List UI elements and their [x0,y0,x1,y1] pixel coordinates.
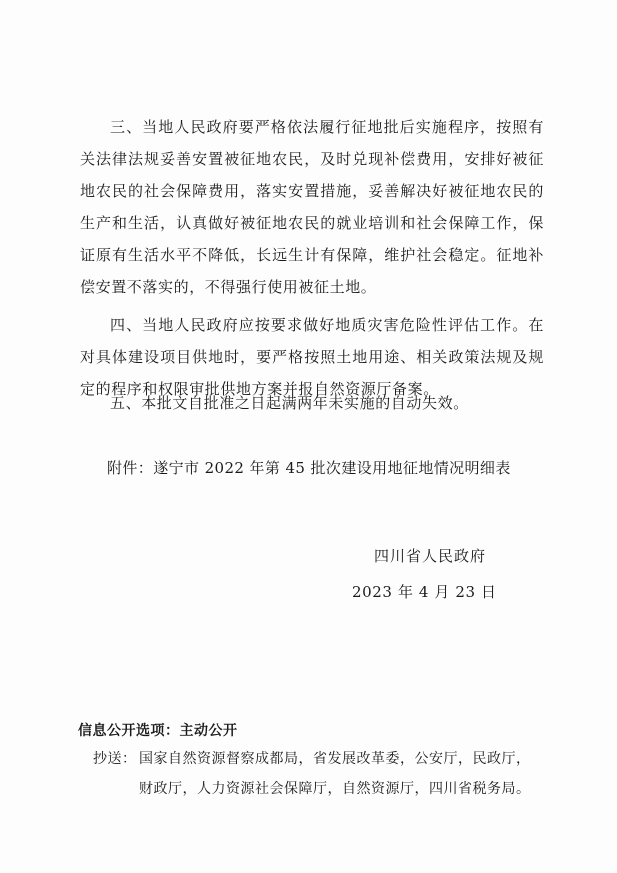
cc-recipients-line-2: 财政厅，人力资源社会保障厅，自然资源厅，四川省税务局。 [139,781,531,797]
signature-organization: 四川省人民政府 [374,547,487,565]
cc-block [93,744,553,804]
disclosure-option: 信息公开选项：主动公开 [78,723,238,739]
attachment-line: 附件：遂宁市 2022 年第 45 批次建设用地征地情况明细表 [107,459,511,477]
cc-row-1 [93,744,553,774]
body-paragraph-5: 五、本批文自批准之日起满两年未实施的自动失效。 [110,394,469,412]
cc-label: 抄送： [93,751,137,767]
cc-recipients-line-1: 国家自然资源督察成都局，省发展改革委，公安厅，民政厅， [139,751,531,767]
body-paragraph-4: 四、当地人民政府应按要求做好地质灾害危险性评估工作。在对具体建设项目供地时，要严格按照土地用途、相关政策法规及规定的程序和权限审批供地方案并报自然资源厅备案。 [80,316,544,398]
signature-date: 2023 年 4 月 23 日 [352,583,497,601]
body-paragraph-3: 三、当地人民政府要严格依法履行征地批后实施程序，按照有关法律法规妥善安置被征地农民，及时兑现补偿费用，安排好被征地农民的社会保障费用，落实安置措施，妥善解决好被征地农民的生产和生活，认真做好被征地农民的就业培训和社会保障工作，保证原有生活水平不降低，长远生计有保障，维护社会稳定。征地补偿安置不落实的，不得强行使用被征土地。 [80,118,544,296]
